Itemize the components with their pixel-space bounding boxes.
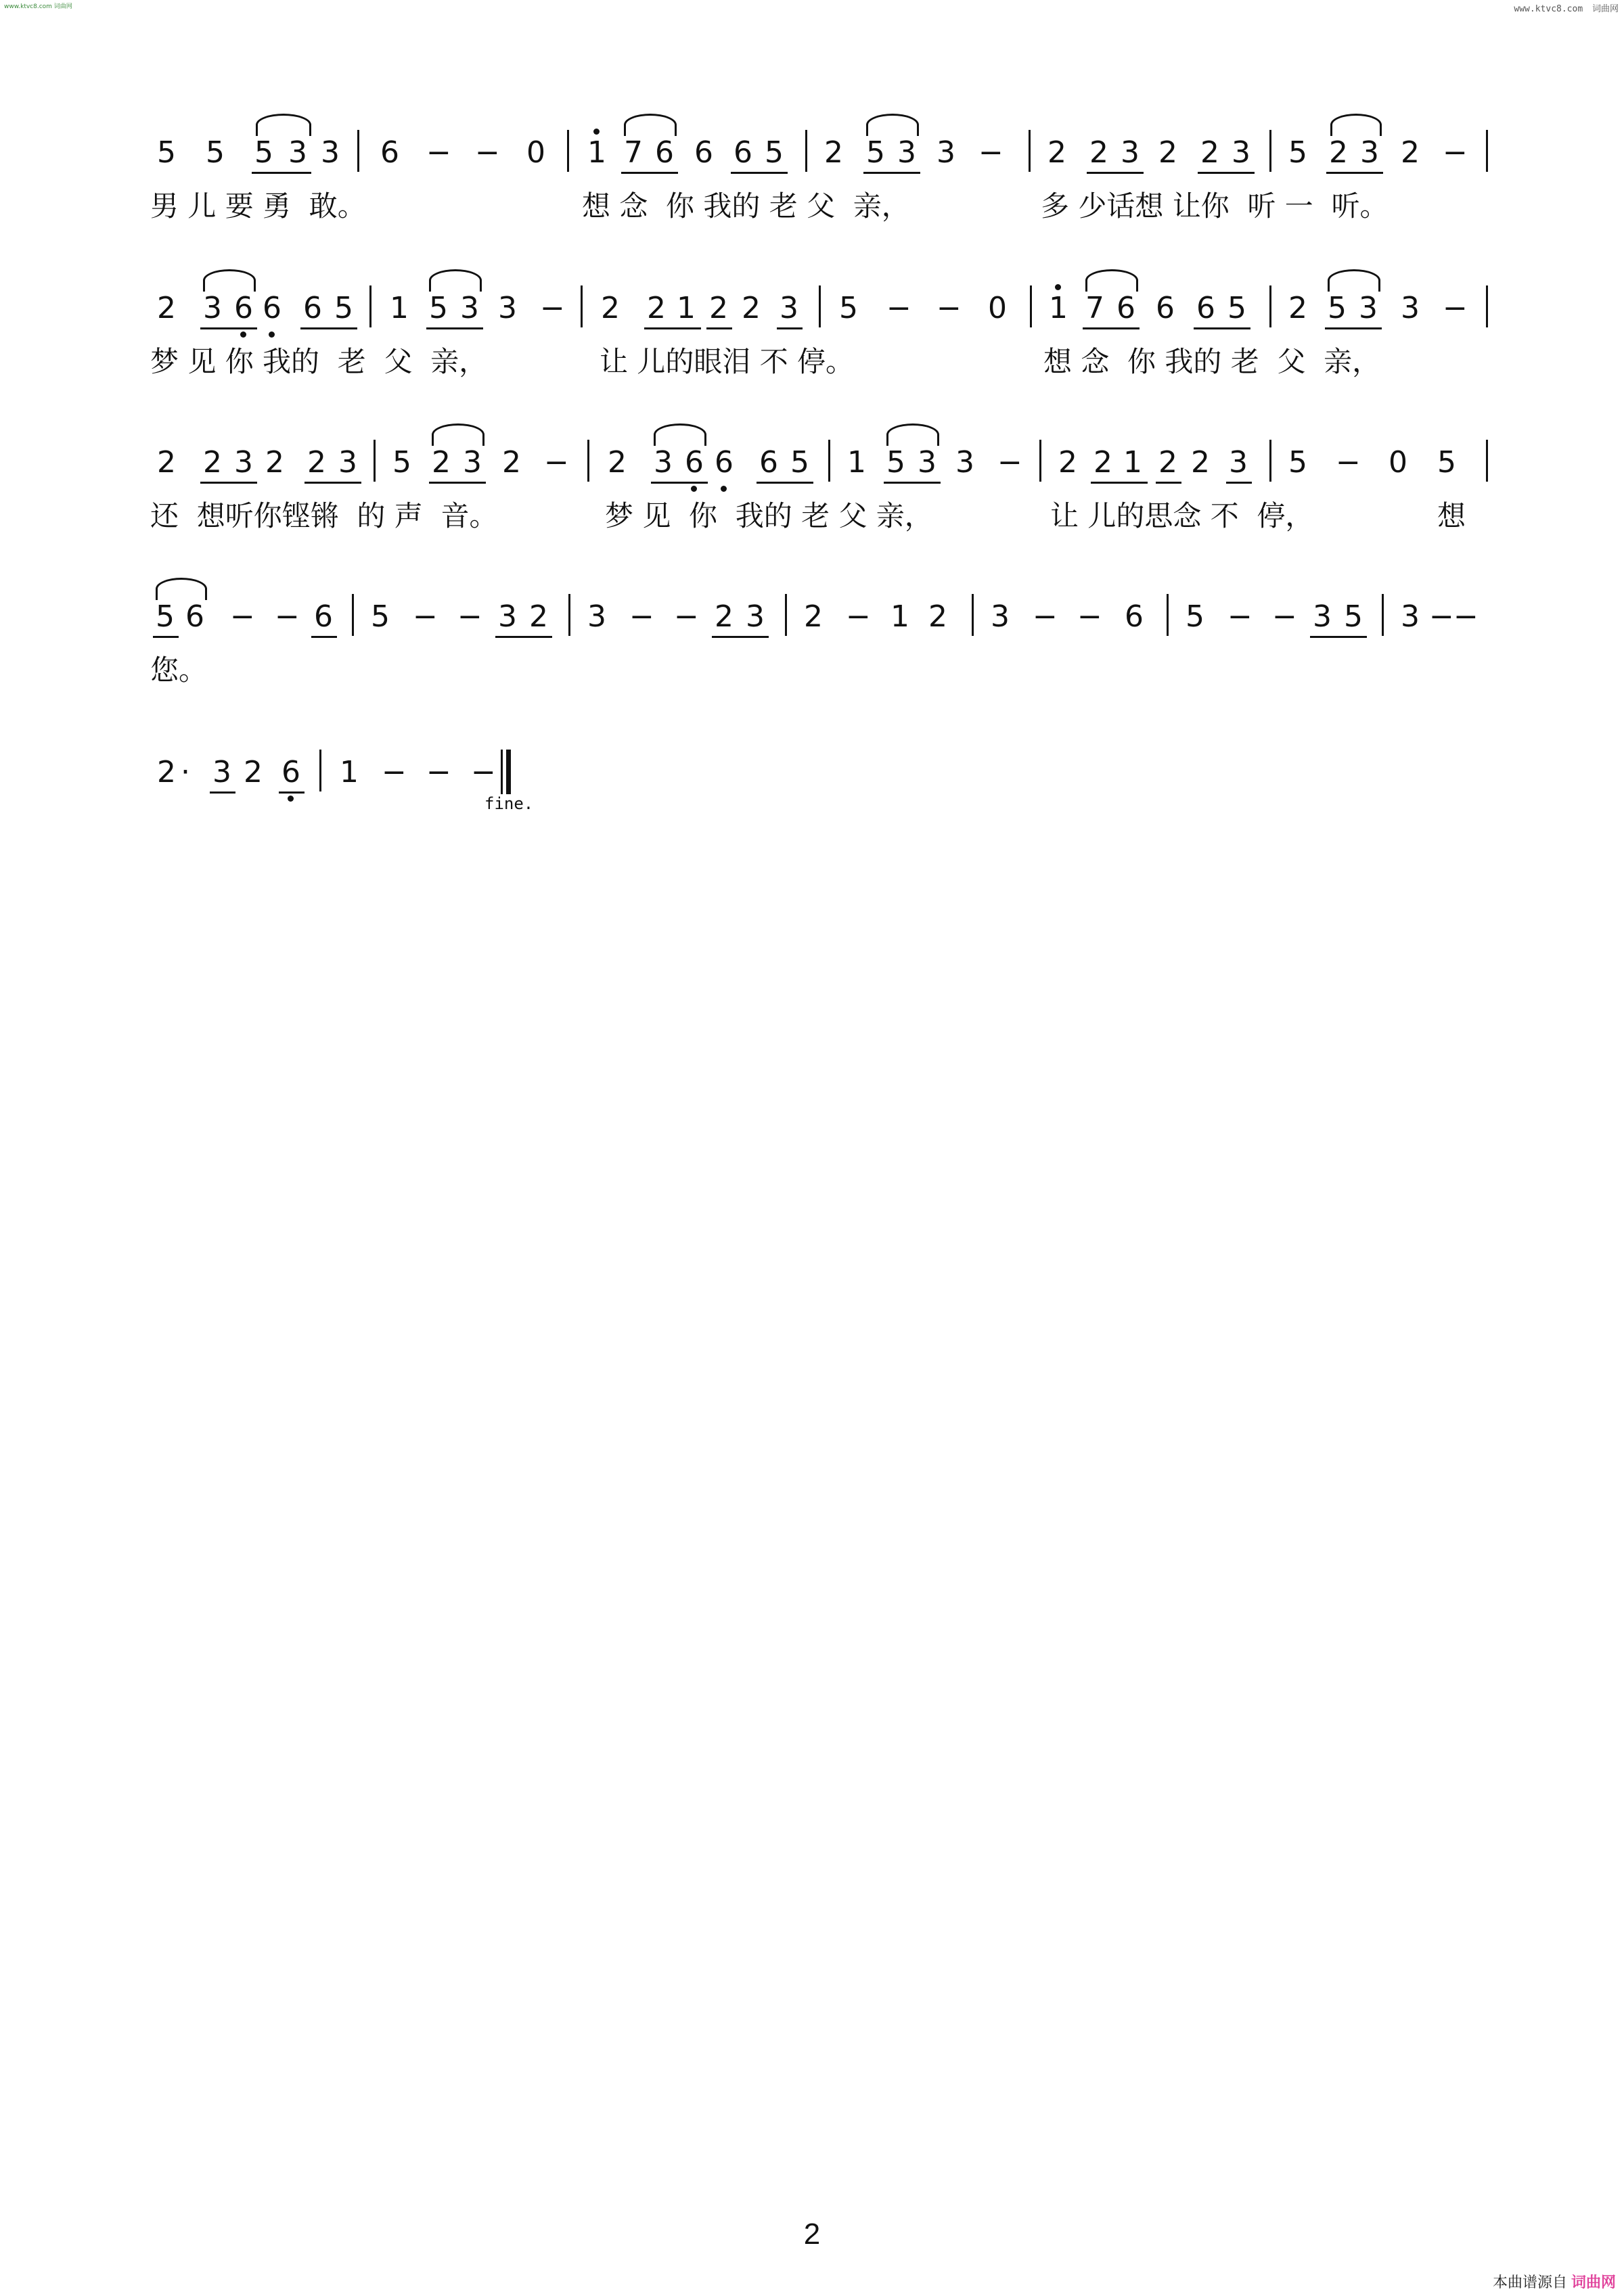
underline xyxy=(252,172,311,174)
notes-line xyxy=(135,127,1492,181)
header-left-watermark: www.ktvc8.com 词曲网 xyxy=(4,3,72,10)
lyric: 还 想听你铿锵 的 声 音。 xyxy=(150,499,498,532)
underline xyxy=(1091,482,1148,484)
note: 2 xyxy=(1158,445,1177,480)
note: 2 xyxy=(1329,135,1348,170)
note: − xyxy=(1077,599,1102,634)
bar-line xyxy=(1039,440,1041,482)
score-system-4 xyxy=(135,591,1492,686)
underline xyxy=(1310,636,1367,638)
note: − xyxy=(886,291,911,325)
underline xyxy=(651,482,708,484)
underline xyxy=(495,636,552,638)
bar-line xyxy=(1269,440,1271,482)
underline xyxy=(210,791,235,794)
note: − xyxy=(275,599,300,634)
note: 3 xyxy=(918,445,937,480)
note: 1 xyxy=(1123,445,1142,480)
underline xyxy=(426,327,483,329)
note: 5 xyxy=(429,291,448,325)
bar-line xyxy=(1269,285,1271,327)
underline xyxy=(712,636,769,638)
note: 6 xyxy=(734,135,752,170)
note: − xyxy=(1429,599,1454,634)
underline xyxy=(644,327,701,329)
lyrics-line xyxy=(135,645,1492,686)
note: 6 xyxy=(1196,291,1215,325)
note: 5 xyxy=(1288,445,1307,480)
note: − xyxy=(1336,445,1361,480)
underline xyxy=(200,482,257,484)
note: 2 xyxy=(608,445,627,480)
note: 2 xyxy=(1191,445,1210,480)
lyric: 让 儿的思念 不 停， xyxy=(1050,499,1314,532)
lyric: 梦 见 你 我的 老 父 亲， xyxy=(150,345,488,378)
note: 6 xyxy=(185,599,204,634)
note: − xyxy=(1227,599,1253,634)
bar-line xyxy=(1269,130,1271,172)
underline xyxy=(200,327,257,329)
underline xyxy=(1156,482,1181,484)
note: 2 xyxy=(1200,135,1219,170)
slur xyxy=(256,114,311,136)
note: 2 xyxy=(742,291,761,325)
lyric: 想 念 你 我的 老 父 亲， xyxy=(1043,345,1381,378)
footer-text: 本曲谱源自 xyxy=(1492,2274,1567,2291)
note: 3 xyxy=(338,445,357,480)
slur xyxy=(624,114,677,136)
note: − xyxy=(382,755,407,789)
note: 2 xyxy=(307,445,326,480)
note: 6 xyxy=(314,599,333,634)
note: 6 xyxy=(715,445,734,480)
slur xyxy=(432,423,484,446)
note: 3 xyxy=(1360,135,1379,170)
bar-line xyxy=(785,594,787,636)
footer-brand xyxy=(1493,2271,1616,2292)
note: 2 xyxy=(1058,445,1077,480)
note: − xyxy=(846,599,871,634)
note: 3 xyxy=(897,135,916,170)
underline xyxy=(731,172,788,174)
bar-line xyxy=(1029,130,1031,172)
underline xyxy=(1198,172,1255,174)
note: 2 xyxy=(157,291,176,325)
note: − xyxy=(413,599,438,634)
note: 6 xyxy=(1125,599,1144,634)
note: − xyxy=(937,291,962,325)
underline xyxy=(1325,327,1382,329)
lyric: 想 xyxy=(1437,499,1466,532)
note: 6 xyxy=(281,755,300,789)
notes-line xyxy=(135,283,1492,337)
note: 3 xyxy=(955,445,974,480)
note: 1 xyxy=(1049,291,1068,325)
bar-line xyxy=(1486,285,1488,327)
bar-line xyxy=(1382,594,1384,636)
lyrics-line xyxy=(135,337,1492,377)
note: 6 xyxy=(759,445,778,480)
bar-line xyxy=(567,130,569,172)
note: 5 xyxy=(1288,135,1307,170)
note: 0 xyxy=(526,135,545,170)
slur xyxy=(654,423,706,446)
note: 3 xyxy=(460,291,479,325)
note: 1 xyxy=(587,135,606,170)
note: − xyxy=(544,445,569,480)
note: 3 xyxy=(587,599,606,634)
note: 2 xyxy=(1089,135,1108,170)
note: − xyxy=(629,599,654,634)
note: 2 xyxy=(244,755,263,789)
note: 5 xyxy=(1186,599,1204,634)
note: 1 xyxy=(890,599,909,634)
underline xyxy=(279,791,304,794)
bar-line xyxy=(1486,440,1488,482)
note: 5 xyxy=(1227,291,1246,325)
note: 5 xyxy=(765,135,784,170)
note: 2 xyxy=(529,599,548,634)
bar-line xyxy=(805,130,807,172)
note: 6 xyxy=(380,135,399,170)
lyric: 让 儿的眼泪 不 停。 xyxy=(600,345,855,378)
note: 2 xyxy=(157,445,176,480)
note: − xyxy=(1443,135,1468,170)
notes-line xyxy=(135,747,1492,801)
note: − xyxy=(1272,599,1297,634)
note: 3 xyxy=(1313,599,1332,634)
bar-line xyxy=(828,440,830,482)
slur xyxy=(1085,269,1138,292)
note: 3 xyxy=(991,599,1010,634)
note: 2 xyxy=(157,755,176,789)
note: − xyxy=(1033,599,1058,634)
notes-line xyxy=(135,437,1492,491)
underline xyxy=(757,482,813,484)
note: 2 xyxy=(1288,291,1307,325)
lyrics-line xyxy=(135,181,1492,222)
bar-line xyxy=(369,285,371,327)
lyric: 多 少话想 让你 听 一 听。 xyxy=(1041,189,1389,223)
underline xyxy=(1194,327,1250,329)
note: 2 xyxy=(709,291,728,325)
octave-dot xyxy=(288,796,294,802)
note: 5 xyxy=(371,599,390,634)
note: 6 xyxy=(694,135,713,170)
underline xyxy=(706,327,732,329)
note: 0 xyxy=(1389,445,1407,480)
note: 2 xyxy=(804,599,823,634)
bar-line xyxy=(1486,130,1488,172)
note: − xyxy=(426,755,451,789)
page-number: 2 xyxy=(803,2218,821,2251)
note: 5 xyxy=(886,445,905,480)
note: 7 xyxy=(624,135,643,170)
slur xyxy=(429,269,482,292)
header-site: www.ktvc8.com xyxy=(1514,4,1583,14)
note: 2 xyxy=(265,445,284,480)
note: · xyxy=(181,755,190,789)
note: 2 xyxy=(1401,135,1420,170)
note: 3 xyxy=(463,445,482,480)
octave-dot xyxy=(1055,284,1061,290)
note: − xyxy=(674,599,699,634)
note: 5 xyxy=(157,135,176,170)
score-system-5 xyxy=(135,747,1492,813)
lyric: 男 儿 要 勇 敢。 xyxy=(150,189,366,223)
lyric: 梦 见 你 我的 老 父 亲， xyxy=(605,499,933,532)
note: 1 xyxy=(340,755,359,789)
underline xyxy=(304,482,361,484)
underline xyxy=(863,172,920,174)
note: 2 xyxy=(502,445,521,480)
slur xyxy=(866,114,919,136)
note: 3 xyxy=(1232,135,1250,170)
underline xyxy=(153,636,179,638)
underline xyxy=(1326,172,1383,174)
note: 3 xyxy=(937,135,955,170)
score-system-2 xyxy=(135,283,1492,377)
note: 6 xyxy=(234,291,253,325)
note: 1 xyxy=(390,291,409,325)
note: 3 xyxy=(321,135,340,170)
note: 1 xyxy=(847,445,866,480)
note: 6 xyxy=(1116,291,1135,325)
note: 6 xyxy=(685,445,704,480)
note: 3 xyxy=(1229,445,1248,480)
note: − xyxy=(475,135,500,170)
note: 2 xyxy=(824,135,843,170)
note: 2 xyxy=(1047,135,1066,170)
note: 2 xyxy=(601,291,620,325)
note: 2 xyxy=(1158,135,1177,170)
bar-line xyxy=(374,440,376,482)
bar-line xyxy=(568,594,570,636)
note: 5 xyxy=(1344,599,1363,634)
note: − xyxy=(1453,599,1479,634)
note: 6 xyxy=(303,291,322,325)
note: 0 xyxy=(988,291,1007,325)
underline xyxy=(1226,482,1252,484)
underline xyxy=(429,482,486,484)
note: 1 xyxy=(677,291,696,325)
note: − xyxy=(426,135,451,170)
note: 3 xyxy=(654,445,673,480)
note: − xyxy=(1443,291,1468,325)
note: 2 xyxy=(715,599,734,634)
notes-line xyxy=(135,591,1492,645)
note: 6 xyxy=(263,291,281,325)
underline xyxy=(884,482,941,484)
note: − xyxy=(230,599,255,634)
note: 2 xyxy=(432,445,451,480)
slur xyxy=(886,423,939,446)
bar-line xyxy=(819,285,821,327)
note: 2 xyxy=(1093,445,1112,480)
note: 5 xyxy=(156,599,175,634)
slur xyxy=(203,269,256,292)
note: 5 xyxy=(392,445,411,480)
note: 7 xyxy=(1085,291,1104,325)
slur xyxy=(1328,269,1380,292)
note: 5 xyxy=(334,291,353,325)
note: − xyxy=(457,599,482,634)
bar-line xyxy=(972,594,974,636)
lyrics-line xyxy=(135,491,1492,532)
note: 3 xyxy=(234,445,253,480)
underline xyxy=(311,636,337,638)
bar-line xyxy=(581,285,583,327)
footer-brand-name: 词曲网 xyxy=(1571,2274,1616,2291)
final-bar-line xyxy=(501,750,510,794)
note: 3 xyxy=(498,291,517,325)
bar-line xyxy=(1167,594,1169,636)
bar-line xyxy=(587,440,589,482)
bar-line xyxy=(1030,285,1032,327)
note: 3 xyxy=(288,135,307,170)
note: 3 xyxy=(746,599,765,634)
note: 5 xyxy=(790,445,809,480)
note: 3 xyxy=(212,755,231,789)
note: 3 xyxy=(1121,135,1140,170)
bar-line xyxy=(352,594,354,636)
note: 5 xyxy=(839,291,858,325)
underline xyxy=(777,327,803,329)
note: 3 xyxy=(780,291,798,325)
bar-line xyxy=(319,750,321,791)
note: 6 xyxy=(655,135,674,170)
note: 2 xyxy=(647,291,666,325)
underline xyxy=(300,327,357,329)
note: 3 xyxy=(498,599,517,634)
note: 2 xyxy=(203,445,222,480)
header-right xyxy=(1514,1,1619,14)
underline xyxy=(1083,327,1140,329)
note: 2 xyxy=(928,599,947,634)
note: − xyxy=(978,135,1003,170)
score-system-1 xyxy=(135,127,1492,222)
underline xyxy=(1087,172,1144,174)
score-system-3 xyxy=(135,437,1492,532)
fine-marking: fine. xyxy=(484,794,534,813)
note: − xyxy=(997,445,1022,480)
bar-line xyxy=(357,130,359,172)
header-brand: 词曲网 xyxy=(1592,4,1619,14)
lyric: 想 念 你 我的 老 父 亲， xyxy=(582,189,910,223)
note: 5 xyxy=(1328,291,1347,325)
note: 6 xyxy=(1156,291,1175,325)
slur xyxy=(156,578,207,600)
note: − xyxy=(471,755,496,789)
note: 5 xyxy=(206,135,225,170)
note: 3 xyxy=(1359,291,1378,325)
octave-dot xyxy=(593,129,600,135)
note: 5 xyxy=(866,135,885,170)
note: 5 xyxy=(254,135,273,170)
note: 3 xyxy=(203,291,222,325)
slur xyxy=(1330,114,1382,136)
note: 3 xyxy=(1401,599,1420,634)
note: 5 xyxy=(1437,445,1456,480)
note: − xyxy=(540,291,565,325)
underline xyxy=(621,172,678,174)
note: 3 xyxy=(1401,291,1420,325)
lyric: 您。 xyxy=(150,653,208,687)
